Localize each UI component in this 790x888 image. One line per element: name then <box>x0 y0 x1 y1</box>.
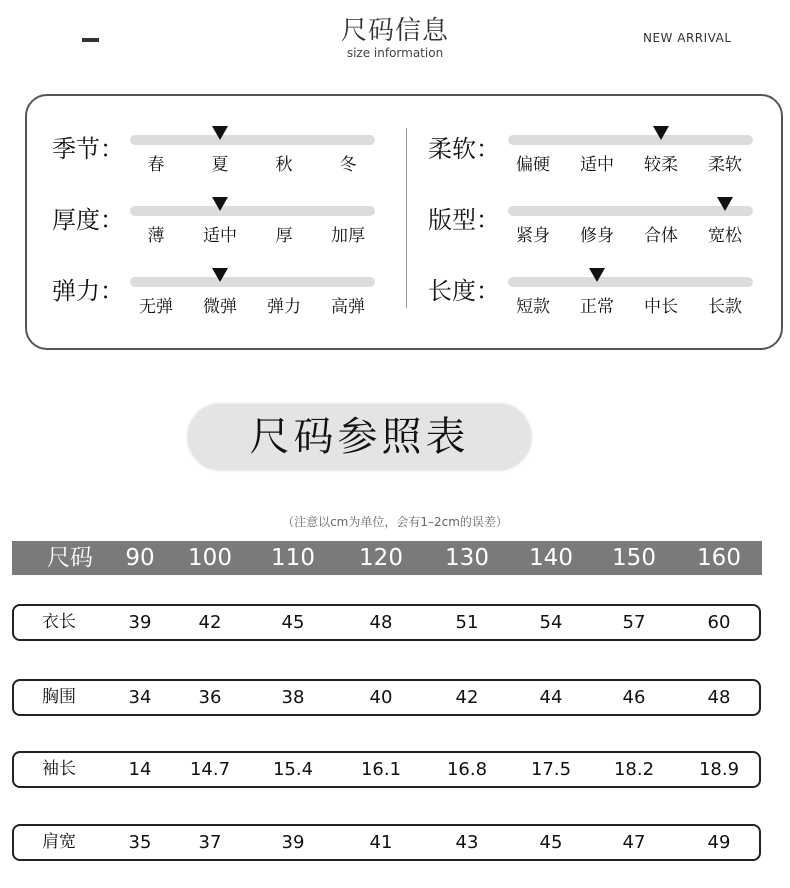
measurement-note: （注意以cm为单位，会有1–2cm的误差） <box>282 515 508 529</box>
table-cell: 47 <box>622 832 646 853</box>
table-cell: 39 <box>128 612 152 633</box>
row-label: 肩宽 <box>42 832 76 852</box>
table-cell: 34 <box>128 687 152 708</box>
size-header-cell: 100 <box>188 545 232 571</box>
table-row <box>12 604 761 641</box>
table-cell: 18.2 <box>613 759 655 780</box>
attribute-option: 宽松 <box>708 226 742 246</box>
attribute-selected-marker <box>212 268 228 282</box>
attribute-selected-marker <box>653 126 669 140</box>
size-chart-title: 尺码参照表 <box>188 404 531 470</box>
table-cell: 16.8 <box>446 759 488 780</box>
table-cell: 54 <box>539 612 563 633</box>
attribute-option: 高弹 <box>331 297 365 317</box>
attribute-scale-track <box>130 135 375 145</box>
page-title: 尺码信息 <box>340 16 449 46</box>
attribute-option: 加厚 <box>331 226 365 246</box>
attribute-selected-marker <box>212 126 228 140</box>
table-cell: 46 <box>622 687 646 708</box>
table-cell: 16.1 <box>360 759 402 780</box>
attribute-option: 短款 <box>516 297 550 317</box>
size-header-cell: 140 <box>529 545 573 571</box>
row-label: 衣长 <box>42 612 76 632</box>
attribute-option: 正常 <box>580 297 614 317</box>
table-cell: 60 <box>707 612 731 633</box>
attribute-option: 适中 <box>580 155 614 175</box>
size-header-bar <box>12 541 762 575</box>
attribute-option: 合体 <box>644 226 678 246</box>
new-arrival-tag: NEW ARRIVAL <box>643 31 732 45</box>
table-cell: 39 <box>281 832 305 853</box>
card-divider <box>406 128 407 308</box>
attribute-scale-track <box>130 277 375 287</box>
table-cell: 57 <box>622 612 646 633</box>
table-cell: 44 <box>539 687 563 708</box>
size-header-cell: 160 <box>697 545 741 571</box>
table-cell: 41 <box>369 832 393 853</box>
table-cell: 48 <box>707 687 731 708</box>
attribute-option: 厚 <box>275 226 293 246</box>
attribute-option: 紧身 <box>516 226 550 246</box>
attribute-label: 长度： <box>428 277 500 305</box>
table-cell: 45 <box>281 612 305 633</box>
attribute-option: 秋 <box>275 155 293 175</box>
table-row <box>12 824 761 861</box>
attribute-scale-track <box>130 206 375 216</box>
table-cell: 37 <box>198 832 222 853</box>
size-header-cell: 130 <box>445 545 489 571</box>
attribute-selected-marker <box>589 268 605 282</box>
table-cell: 48 <box>369 612 393 633</box>
table-cell: 45 <box>539 832 563 853</box>
attribute-option: 薄 <box>147 226 165 246</box>
attribute-option: 微弹 <box>203 297 237 317</box>
attribute-option: 适中 <box>203 226 237 246</box>
table-cell: 14 <box>128 759 152 780</box>
attribute-scale-track <box>508 135 753 145</box>
size-header-label: 尺码 <box>47 545 93 571</box>
table-cell: 42 <box>198 612 222 633</box>
size-header-cell: 90 <box>125 545 155 571</box>
row-label: 袖长 <box>42 759 76 779</box>
attribute-scale-track <box>508 277 753 287</box>
table-cell: 40 <box>369 687 393 708</box>
attribute-option: 春 <box>147 155 165 175</box>
table-cell: 18.9 <box>698 759 740 780</box>
attribute-option: 弹力 <box>267 297 301 317</box>
attribute-option: 修身 <box>580 226 614 246</box>
attribute-option: 长款 <box>708 297 742 317</box>
row-label: 胸围 <box>42 687 76 707</box>
attribute-label: 季节： <box>52 135 124 163</box>
attribute-selected-marker <box>212 197 228 211</box>
size-header-cell: 150 <box>612 545 656 571</box>
size-header-cell: 110 <box>271 545 315 571</box>
table-row <box>12 679 761 716</box>
table-cell: 42 <box>455 687 479 708</box>
attribute-selected-marker <box>717 197 733 211</box>
table-cell: 14.7 <box>189 759 231 780</box>
attribute-option: 冬 <box>339 155 357 175</box>
attribute-option: 柔软 <box>708 155 742 175</box>
table-cell: 17.5 <box>530 759 572 780</box>
table-cell: 35 <box>128 832 152 853</box>
attribute-label: 版型： <box>428 206 500 234</box>
attribute-label: 弹力： <box>52 277 124 305</box>
table-cell: 49 <box>707 832 731 853</box>
table-cell: 51 <box>455 612 479 633</box>
attribute-option: 中长 <box>644 297 678 317</box>
attribute-label: 厚度： <box>52 206 124 234</box>
table-cell: 15.4 <box>272 759 314 780</box>
table-cell: 43 <box>455 832 479 853</box>
attribute-option: 偏硬 <box>516 155 550 175</box>
attribute-label: 柔软： <box>428 135 500 163</box>
size-header-cell: 120 <box>359 545 403 571</box>
page-subtitle: size information <box>346 46 444 60</box>
attribute-option: 无弹 <box>139 297 173 317</box>
table-cell: 36 <box>198 687 222 708</box>
attribute-option: 较柔 <box>644 155 678 175</box>
table-cell: 38 <box>281 687 305 708</box>
attribute-option: 夏 <box>211 155 229 175</box>
table-row <box>12 751 761 788</box>
